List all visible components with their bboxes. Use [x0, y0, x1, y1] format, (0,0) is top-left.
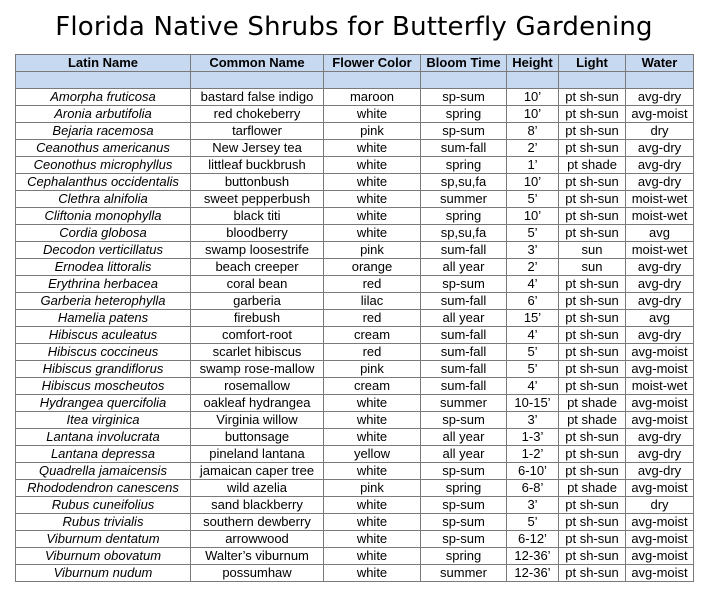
height-cell: 10’: [507, 89, 559, 106]
table-row: [16, 565, 694, 582]
common-name-cell: buttonsage: [191, 429, 324, 446]
shrub-table: [15, 54, 694, 582]
water-cell: moist-wet: [626, 378, 694, 395]
light-cell: pt shade: [559, 157, 626, 174]
flower-color-cell: white: [324, 225, 421, 242]
bloom-time-cell: sp-sum: [421, 276, 507, 293]
table-row: [16, 106, 694, 123]
table-row: [16, 548, 694, 565]
bloom-time-cell: sp-sum: [421, 514, 507, 531]
flower-color-cell: white: [324, 463, 421, 480]
latin-name-cell: Hamelia patens: [16, 310, 191, 327]
column-header: Height: [507, 55, 559, 72]
water-cell: avg-moist: [626, 548, 694, 565]
light-cell: pt sh-sun: [559, 310, 626, 327]
height-cell: 6-8’: [507, 480, 559, 497]
common-name-cell: southern dewberry: [191, 514, 324, 531]
latin-name-cell: Hibiscus grandiflorus: [16, 361, 191, 378]
flower-color-cell: cream: [324, 327, 421, 344]
common-name-cell: oakleaf hydrangea: [191, 395, 324, 412]
flower-color-cell: white: [324, 157, 421, 174]
light-cell: pt sh-sun: [559, 565, 626, 582]
height-cell: 5’: [507, 191, 559, 208]
light-cell: pt sh-sun: [559, 548, 626, 565]
water-cell: avg-moist: [626, 344, 694, 361]
water-cell: avg-moist: [626, 565, 694, 582]
column-header: Light: [559, 55, 626, 72]
bloom-time-cell: sum-fall: [421, 344, 507, 361]
table-row: [16, 276, 694, 293]
flower-color-cell: white: [324, 565, 421, 582]
flower-color-cell: cream: [324, 378, 421, 395]
latin-name-cell: Itea virginica: [16, 412, 191, 429]
light-cell: pt sh-sun: [559, 174, 626, 191]
empty-cell: [324, 72, 421, 89]
water-cell: moist-wet: [626, 242, 694, 259]
bloom-time-cell: spring: [421, 157, 507, 174]
light-cell: sun: [559, 259, 626, 276]
table-row: [16, 531, 694, 548]
latin-name-cell: Viburnum obovatum: [16, 548, 191, 565]
common-name-cell: comfort-root: [191, 327, 324, 344]
flower-color-cell: white: [324, 208, 421, 225]
flower-color-cell: white: [324, 531, 421, 548]
common-name-cell: sand blackberry: [191, 497, 324, 514]
light-cell: pt sh-sun: [559, 327, 626, 344]
flower-color-cell: white: [324, 106, 421, 123]
bloom-time-cell: sum-fall: [421, 361, 507, 378]
light-cell: pt sh-sun: [559, 378, 626, 395]
empty-cell: [16, 72, 191, 89]
common-name-cell: pineland lantana: [191, 446, 324, 463]
bloom-time-cell: sp-sum: [421, 531, 507, 548]
table-row: [16, 429, 694, 446]
water-cell: avg-dry: [626, 174, 694, 191]
empty-cell: [626, 72, 694, 89]
height-cell: 12-36’: [507, 565, 559, 582]
bloom-time-cell: sp,su,fa: [421, 225, 507, 242]
common-name-cell: jamaican caper tree: [191, 463, 324, 480]
table-row: [16, 174, 694, 191]
height-cell: 4’: [507, 378, 559, 395]
height-cell: 6-10’: [507, 463, 559, 480]
table-row: [16, 242, 694, 259]
table-row: [16, 480, 694, 497]
latin-name-cell: Erythrina herbacea: [16, 276, 191, 293]
latin-name-cell: Ceanothus americanus: [16, 140, 191, 157]
common-name-cell: littleaf buckbrush: [191, 157, 324, 174]
bloom-time-cell: sum-fall: [421, 378, 507, 395]
common-name-cell: scarlet hibiscus: [191, 344, 324, 361]
bloom-time-cell: sp-sum: [421, 497, 507, 514]
column-header: Latin Name: [16, 55, 191, 72]
height-cell: 6-12’: [507, 531, 559, 548]
height-cell: 1’: [507, 157, 559, 174]
flower-color-cell: white: [324, 429, 421, 446]
bloom-time-cell: sum-fall: [421, 140, 507, 157]
flower-color-cell: white: [324, 548, 421, 565]
flower-color-cell: maroon: [324, 89, 421, 106]
light-cell: pt shade: [559, 395, 626, 412]
flower-color-cell: white: [324, 497, 421, 514]
light-cell: pt sh-sun: [559, 446, 626, 463]
height-cell: 8’: [507, 123, 559, 140]
table-row: [16, 395, 694, 412]
flower-color-cell: white: [324, 514, 421, 531]
table-row: [16, 191, 694, 208]
height-cell: 5’: [507, 344, 559, 361]
light-cell: pt sh-sun: [559, 208, 626, 225]
light-cell: pt sh-sun: [559, 531, 626, 548]
height-cell: 2’: [507, 259, 559, 276]
bloom-time-cell: summer: [421, 191, 507, 208]
latin-name-cell: Hydrangea quercifolia: [16, 395, 191, 412]
table-row: [16, 259, 694, 276]
height-cell: 1-2’: [507, 446, 559, 463]
water-cell: avg-moist: [626, 412, 694, 429]
water-cell: dry: [626, 123, 694, 140]
water-cell: avg-moist: [626, 531, 694, 548]
bloom-time-cell: summer: [421, 565, 507, 582]
column-header: Bloom Time: [421, 55, 507, 72]
column-header: Water: [626, 55, 694, 72]
light-cell: pt sh-sun: [559, 123, 626, 140]
common-name-cell: beach creeper: [191, 259, 324, 276]
common-name-cell: black titi: [191, 208, 324, 225]
latin-name-cell: Rhododendron canescens: [16, 480, 191, 497]
latin-name-cell: Aronia arbutifolia: [16, 106, 191, 123]
water-cell: avg-moist: [626, 480, 694, 497]
empty-cell: [191, 72, 324, 89]
table-row: [16, 310, 694, 327]
table-row: [16, 361, 694, 378]
flower-color-cell: pink: [324, 242, 421, 259]
flower-color-cell: pink: [324, 480, 421, 497]
water-cell: avg-dry: [626, 276, 694, 293]
bloom-time-cell: sum-fall: [421, 242, 507, 259]
water-cell: avg-dry: [626, 157, 694, 174]
height-cell: 6’: [507, 293, 559, 310]
water-cell: avg-dry: [626, 293, 694, 310]
light-cell: pt sh-sun: [559, 89, 626, 106]
common-name-cell: arrowwood: [191, 531, 324, 548]
table-row: [16, 378, 694, 395]
bloom-time-cell: spring: [421, 106, 507, 123]
bloom-time-cell: all year: [421, 310, 507, 327]
water-cell: avg-dry: [626, 140, 694, 157]
height-cell: 3’: [507, 412, 559, 429]
latin-name-cell: Viburnum dentatum: [16, 531, 191, 548]
latin-name-cell: Hibiscus coccineus: [16, 344, 191, 361]
table-row: [16, 463, 694, 480]
flower-color-cell: white: [324, 395, 421, 412]
height-cell: 5’: [507, 225, 559, 242]
light-cell: pt sh-sun: [559, 463, 626, 480]
latin-name-cell: Cordia globosa: [16, 225, 191, 242]
common-name-cell: swamp loosestrife: [191, 242, 324, 259]
light-cell: pt sh-sun: [559, 293, 626, 310]
page-title: Florida Native Shrubs for Butterfly Gardening: [55, 12, 653, 42]
common-name-cell: swamp rose-mallow: [191, 361, 324, 378]
height-cell: 15’: [507, 310, 559, 327]
light-cell: pt sh-sun: [559, 361, 626, 378]
empty-cell: [559, 72, 626, 89]
latin-name-cell: Hibiscus aculeatus: [16, 327, 191, 344]
table-row: [16, 157, 694, 174]
bloom-time-cell: sp-sum: [421, 412, 507, 429]
common-name-cell: coral bean: [191, 276, 324, 293]
latin-name-cell: Viburnum nudum: [16, 565, 191, 582]
flower-color-cell: white: [324, 412, 421, 429]
common-name-cell: possumhaw: [191, 565, 324, 582]
bloom-time-cell: summer: [421, 395, 507, 412]
height-cell: 10-15’: [507, 395, 559, 412]
common-name-cell: Virginia willow: [191, 412, 324, 429]
water-cell: avg-moist: [626, 361, 694, 378]
column-header: Flower Color: [324, 55, 421, 72]
bloom-time-cell: sp,su,fa: [421, 174, 507, 191]
latin-name-cell: Garberia heterophylla: [16, 293, 191, 310]
height-cell: 5’: [507, 514, 559, 531]
light-cell: pt sh-sun: [559, 191, 626, 208]
bloom-time-cell: all year: [421, 259, 507, 276]
latin-name-cell: Rubus cuneifolius: [16, 497, 191, 514]
light-cell: pt shade: [559, 412, 626, 429]
height-cell: 2’: [507, 140, 559, 157]
light-cell: pt sh-sun: [559, 106, 626, 123]
latin-name-cell: Bejaria racemosa: [16, 123, 191, 140]
light-cell: pt sh-sun: [559, 497, 626, 514]
water-cell: avg-moist: [626, 514, 694, 531]
water-cell: avg-dry: [626, 327, 694, 344]
height-cell: 4’: [507, 327, 559, 344]
table-row: [16, 293, 694, 310]
spacer-row: [16, 72, 694, 89]
table-row: [16, 89, 694, 106]
bloom-time-cell: spring: [421, 208, 507, 225]
table-row: [16, 344, 694, 361]
common-name-cell: sweet pepperbush: [191, 191, 324, 208]
latin-name-cell: Lantana depressa: [16, 446, 191, 463]
light-cell: pt sh-sun: [559, 140, 626, 157]
bloom-time-cell: spring: [421, 480, 507, 497]
table-row: [16, 446, 694, 463]
height-cell: 3’: [507, 242, 559, 259]
common-name-cell: rosemallow: [191, 378, 324, 395]
common-name-cell: garberia: [191, 293, 324, 310]
table-row: [16, 514, 694, 531]
water-cell: avg-dry: [626, 429, 694, 446]
height-cell: 1-3’: [507, 429, 559, 446]
bloom-time-cell: spring: [421, 548, 507, 565]
flower-color-cell: red: [324, 276, 421, 293]
bloom-time-cell: all year: [421, 429, 507, 446]
common-name-cell: bloodberry: [191, 225, 324, 242]
light-cell: sun: [559, 242, 626, 259]
water-cell: moist-wet: [626, 191, 694, 208]
flower-color-cell: red: [324, 310, 421, 327]
common-name-cell: Walter’s viburnum: [191, 548, 324, 565]
latin-name-cell: Cephalanthus occidentalis: [16, 174, 191, 191]
table-row: [16, 225, 694, 242]
flower-color-cell: white: [324, 140, 421, 157]
water-cell: avg: [626, 310, 694, 327]
light-cell: pt sh-sun: [559, 344, 626, 361]
table-row: [16, 123, 694, 140]
water-cell: moist-wet: [626, 208, 694, 225]
latin-name-cell: Amorpha fruticosa: [16, 89, 191, 106]
water-cell: avg-dry: [626, 446, 694, 463]
table-row: [16, 327, 694, 344]
table-row: [16, 412, 694, 429]
flower-color-cell: pink: [324, 361, 421, 378]
light-cell: pt sh-sun: [559, 225, 626, 242]
common-name-cell: firebush: [191, 310, 324, 327]
bloom-time-cell: sp-sum: [421, 89, 507, 106]
latin-name-cell: Hibiscus moscheutos: [16, 378, 191, 395]
flower-color-cell: pink: [324, 123, 421, 140]
header-row: [16, 55, 694, 72]
bloom-time-cell: sp-sum: [421, 123, 507, 140]
common-name-cell: red chokeberry: [191, 106, 324, 123]
bloom-time-cell: sum-fall: [421, 327, 507, 344]
common-name-cell: bastard false indigo: [191, 89, 324, 106]
height-cell: 10’: [507, 174, 559, 191]
common-name-cell: tarflower: [191, 123, 324, 140]
flower-color-cell: orange: [324, 259, 421, 276]
height-cell: 4’: [507, 276, 559, 293]
table-body: [16, 89, 694, 582]
bloom-time-cell: all year: [421, 446, 507, 463]
table-row: [16, 208, 694, 225]
water-cell: avg-dry: [626, 89, 694, 106]
water-cell: avg-moist: [626, 395, 694, 412]
flower-color-cell: white: [324, 191, 421, 208]
latin-name-cell: Ernodea littoralis: [16, 259, 191, 276]
latin-name-cell: Decodon verticillatus: [16, 242, 191, 259]
bloom-time-cell: sp-sum: [421, 463, 507, 480]
bloom-time-cell: sum-fall: [421, 293, 507, 310]
latin-name-cell: Ceonothus microphyllus: [16, 157, 191, 174]
table-row: [16, 140, 694, 157]
latin-name-cell: Lantana involucrata: [16, 429, 191, 446]
water-cell: dry: [626, 497, 694, 514]
common-name-cell: wild azelia: [191, 480, 324, 497]
column-header: Common Name: [191, 55, 324, 72]
flower-color-cell: red: [324, 344, 421, 361]
light-cell: pt sh-sun: [559, 429, 626, 446]
water-cell: avg: [626, 225, 694, 242]
empty-cell: [507, 72, 559, 89]
latin-name-cell: Quadrella jamaicensis: [16, 463, 191, 480]
latin-name-cell: Rubus trivialis: [16, 514, 191, 531]
light-cell: pt shade: [559, 480, 626, 497]
table-row: [16, 497, 694, 514]
light-cell: pt sh-sun: [559, 514, 626, 531]
empty-cell: [421, 72, 507, 89]
latin-name-cell: Clethra alnifolia: [16, 191, 191, 208]
height-cell: 10’: [507, 208, 559, 225]
light-cell: pt sh-sun: [559, 276, 626, 293]
common-name-cell: New Jersey tea: [191, 140, 324, 157]
height-cell: 3’: [507, 497, 559, 514]
flower-color-cell: yellow: [324, 446, 421, 463]
flower-color-cell: white: [324, 174, 421, 191]
height-cell: 5’: [507, 361, 559, 378]
water-cell: avg-moist: [626, 106, 694, 123]
height-cell: 12-36’: [507, 548, 559, 565]
common-name-cell: buttonbush: [191, 174, 324, 191]
height-cell: 10’: [507, 106, 559, 123]
latin-name-cell: Cliftonia monophylla: [16, 208, 191, 225]
water-cell: avg-dry: [626, 259, 694, 276]
water-cell: avg-dry: [626, 463, 694, 480]
flower-color-cell: lilac: [324, 293, 421, 310]
